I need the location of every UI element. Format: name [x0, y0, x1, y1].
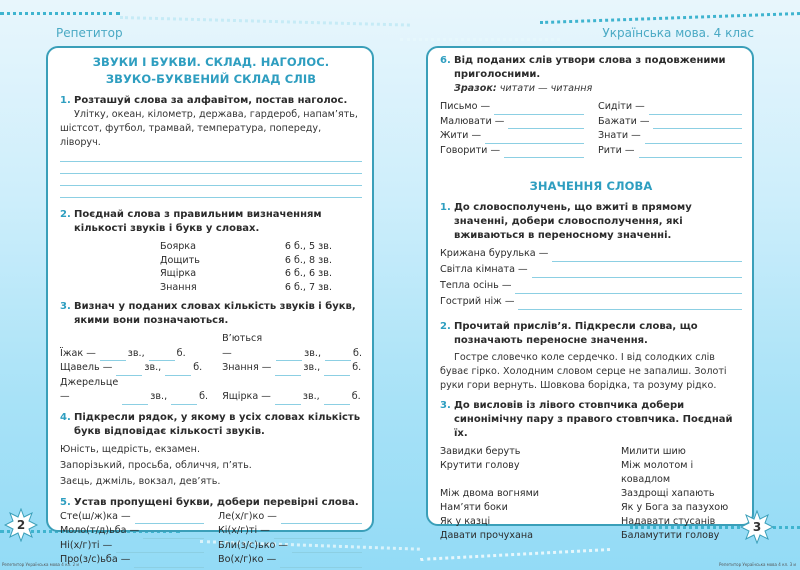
letters-label: б. — [176, 347, 186, 359]
sounds-label: зв., — [127, 347, 145, 359]
match-row: Знання 6 б., 7 зв. — [160, 281, 332, 293]
letters-blank[interactable] — [165, 365, 191, 376]
phrase: Гострий ніж — — [440, 296, 515, 307]
answer-line[interactable] — [60, 174, 362, 186]
answer-blank[interactable] — [518, 299, 742, 310]
fill-entry — [440, 129, 584, 144]
answer-blank[interactable] — [515, 283, 742, 294]
answer-blank[interactable] — [281, 513, 362, 524]
prompt: Сидіти — — [598, 101, 645, 112]
phrase: Тепла осінь — — [440, 280, 512, 291]
fill-entry — [598, 129, 742, 144]
match-row: Дощить 6 б., 8 зв. — [160, 254, 332, 266]
page-number-left: 2 — [4, 508, 38, 542]
task-r1-list — [440, 246, 742, 310]
answer-blank[interactable] — [292, 542, 362, 553]
word: Джерельце — — [60, 376, 119, 402]
prompt: Ле(х/г)ко — — [218, 510, 277, 522]
right-phrase[interactable]: Як у Бога за пазухою — [621, 502, 729, 513]
word: Знання — — [222, 362, 272, 373]
answer-blank[interactable] — [274, 528, 362, 539]
answer-blank[interactable] — [508, 118, 584, 129]
count-entry — [222, 376, 362, 405]
page-number-right: 3 — [740, 510, 774, 544]
footer-right: Репетитор Українська мова 4 кл. 3 и — [718, 562, 796, 567]
task-r3: 3. До висловів із лівого стовпчика добери синонімічну пару з правого стовпчика. Поєднай їх. — [440, 400, 733, 439]
left-phrase[interactable]: Нам’яти боки — [440, 502, 508, 513]
count-entry — [60, 332, 208, 361]
task-3: 3. Визнач у поданих словах кількість звуків і букв, якими вони позначаються. — [60, 301, 356, 326]
letters-blank[interactable] — [325, 350, 351, 361]
answer-line[interactable] — [60, 162, 362, 174]
fill-entry — [598, 100, 742, 115]
sounds-blank[interactable] — [116, 365, 142, 376]
fill-entry — [218, 524, 362, 539]
sounds-blank[interactable] — [122, 394, 148, 405]
word: Ящірка — — [222, 391, 271, 402]
fill-entry — [60, 553, 204, 568]
count-entry — [222, 332, 362, 361]
header-right: Українська мова. 4 клас — [602, 26, 754, 40]
task-r1: 1. До словосполучень, що вжиті в прямому значенні, добери словосполучення, які вживаються в переносному значенні. — [440, 202, 692, 241]
phrase-entry — [440, 294, 742, 310]
sounds-blank[interactable] — [275, 365, 301, 376]
count-entry — [60, 361, 208, 376]
prompt: Сте(ш/ж)ка — — [60, 510, 131, 522]
fill-entry — [60, 510, 204, 525]
task-6: 6. Від поданих слів утвори слова з подовженими приголосними. — [440, 55, 726, 80]
fill-entry — [60, 539, 204, 554]
letters-blank[interactable] — [324, 394, 350, 405]
task-3-grid — [60, 332, 362, 405]
answer-line[interactable] — [60, 186, 362, 198]
prompt: Ні(х/г)ті — — [60, 539, 113, 551]
header-left: Репетитор — [56, 26, 123, 40]
sounds-label: зв., — [150, 391, 168, 402]
phrase-entry — [440, 262, 742, 278]
letters-label: б. — [199, 391, 209, 402]
left-page — [46, 46, 374, 565]
word: Їжак — — [60, 347, 96, 359]
letters-label: б. — [193, 362, 203, 373]
task-2: 2. Поєднай слова з правильним визначенням кількості звуків і букв у словах. — [60, 209, 322, 234]
prompt: Говорити — — [440, 144, 501, 156]
answer-blank[interactable] — [504, 147, 584, 158]
prompt: Знати — — [598, 130, 641, 141]
task-r2: 2. Прочитай прислів’я. Підкресли слова, що позначають переносне значення. — [440, 321, 698, 346]
answer-blank[interactable] — [653, 118, 742, 129]
prompt: Малювати — — [440, 115, 505, 127]
phrase-entry — [440, 278, 742, 294]
fill-entry — [598, 144, 742, 159]
answer-blank[interactable] — [135, 513, 204, 524]
fill-entry — [60, 524, 204, 539]
proverbs[interactable]: Гостре словечко коле сердечко. І від солодких слів буває гірко. Холодним словом серце не запалиш. Золоті руки гори вернуть. Шовкова борідка, та розуму рідко. — [440, 352, 727, 391]
sounds-blank[interactable] — [100, 350, 126, 361]
answer-blank[interactable] — [552, 251, 742, 262]
left-phrase[interactable]: Як у казці — [440, 516, 491, 527]
letters-blank[interactable] — [149, 350, 175, 361]
decorative-dots-top-left-fade — [120, 16, 410, 27]
answer-blank[interactable] — [116, 542, 204, 553]
fill-entry — [218, 539, 362, 554]
right-phrase[interactable]: Між молотом і ковадлом — [621, 460, 694, 485]
answer-blank[interactable] — [645, 133, 742, 144]
task-6-grid — [440, 100, 742, 158]
letters-blank[interactable] — [171, 394, 197, 405]
left-phrase[interactable]: Крутити голову — [440, 460, 520, 471]
sounds-label: зв., — [302, 391, 320, 402]
synonym-pairs — [440, 445, 742, 543]
option-line[interactable]: Заєць, джміль, вокзал, дев’ять. — [60, 475, 221, 487]
task-5-grid — [60, 510, 362, 568]
answer-blank[interactable] — [485, 133, 584, 144]
footer-left: Репетитор Українська мова 4 кл. 2 и — [2, 562, 80, 567]
match-row: Ящірка 6 б., 6 зв. — [160, 268, 332, 279]
letters-label: б. — [351, 391, 361, 402]
option-line[interactable]: Юність, щедрість, екзамен. — [60, 443, 200, 455]
phrase: Світла кімната — — [440, 264, 528, 275]
decorative-dots-top-left — [0, 12, 120, 15]
answer-blank[interactable] — [639, 147, 743, 158]
option-line[interactable]: Запорізький, просьба, обличчя, п’ять. — [60, 459, 252, 471]
word: В’ються — — [222, 333, 263, 359]
right-phrase[interactable]: Милити шию — [621, 446, 686, 457]
sounds-blank[interactable] — [276, 350, 302, 361]
prompt: Письмо — — [440, 101, 491, 112]
fill-entry — [598, 115, 742, 130]
decorative-dots-top-right-fade — [400, 38, 560, 41]
answer-blank[interactable] — [494, 104, 584, 115]
answer-blank[interactable] — [280, 557, 362, 568]
section-title: ЗВУКИ І БУКВИ. СКЛАД. НАГОЛОС. ЗВУКО-БУКВЕНИЙ СКЛАД СЛІВ — [92, 55, 330, 86]
fill-entry — [440, 115, 584, 130]
left-phrase[interactable]: Давати прочухана — [440, 530, 534, 541]
match-row: Боярка 6 б., 5 зв. — [160, 241, 332, 252]
task-4: 4. Підкресли рядок, у якому в усіх словах кількість букв відповідає кількості звуків. — [60, 411, 361, 437]
task-1-body: Улітку, океан, кілометр, держава, гардероб, напам’ять, шістсот, футбол, трамвай, температура, попереду, ліворуч. — [60, 109, 358, 148]
answer-blank[interactable] — [134, 557, 204, 568]
left-phrase[interactable]: Між двома вогнями — [440, 488, 540, 499]
right-phrase[interactable]: Баламутити голову — [621, 530, 720, 541]
right-phrase[interactable]: Заздрощі хапають — [621, 488, 715, 499]
sounds-label: зв., — [144, 362, 162, 373]
sounds-blank[interactable] — [275, 394, 301, 405]
fill-entry — [218, 553, 362, 568]
decorative-dots-top-right — [540, 12, 800, 24]
task-1: 1. Розташуй слова за алфавітом, постав наголос. — [60, 95, 348, 106]
sounds-label: зв., — [303, 362, 321, 373]
prompt: Кі(х/г)ті — — [218, 525, 270, 536]
prompt: Во(х/г)ко — — [218, 554, 277, 565]
prompt: Про(з/с)ьба — — [60, 554, 131, 565]
letters-label: б. — [353, 347, 362, 359]
left-phrase[interactable]: Завидки беруть — [440, 446, 521, 457]
answer-line[interactable] — [60, 150, 362, 162]
count-entry — [60, 376, 208, 405]
answer-blank[interactable] — [649, 104, 742, 115]
fill-entry — [440, 100, 584, 115]
example: Зразок: читати — читання — [454, 83, 593, 94]
prompt: Моло(т/д)ьба — — [60, 525, 140, 536]
answer-blank[interactable] — [143, 528, 204, 539]
prompt: Бажати — — [598, 115, 650, 127]
fill-entry — [440, 144, 584, 159]
section-title-meaning: ЗНАЧЕННЯ СЛОВА — [529, 179, 653, 193]
fill-entry — [218, 510, 362, 525]
answer-blank[interactable] — [532, 267, 742, 278]
task-5: 5. Устав пропущені букви, добери перевірні слова. — [60, 496, 359, 508]
right-phrase[interactable]: Надавати стусанів — [621, 516, 716, 527]
decorative-dots-bottom-right-fade — [420, 548, 610, 561]
word: Щавель — — [60, 362, 113, 373]
phrase: Крижана бурулька — — [440, 248, 549, 259]
prompt: Жити — — [440, 130, 482, 141]
prompt: Бли(з/с)ько — — [218, 539, 289, 551]
sounds-label: зв., — [304, 347, 322, 359]
right-page — [426, 46, 754, 541]
letters-label: б. — [352, 362, 362, 373]
letters-blank[interactable] — [324, 365, 350, 376]
phrase-entry — [440, 246, 742, 262]
count-entry — [222, 361, 362, 376]
prompt: Рити — — [598, 144, 635, 156]
